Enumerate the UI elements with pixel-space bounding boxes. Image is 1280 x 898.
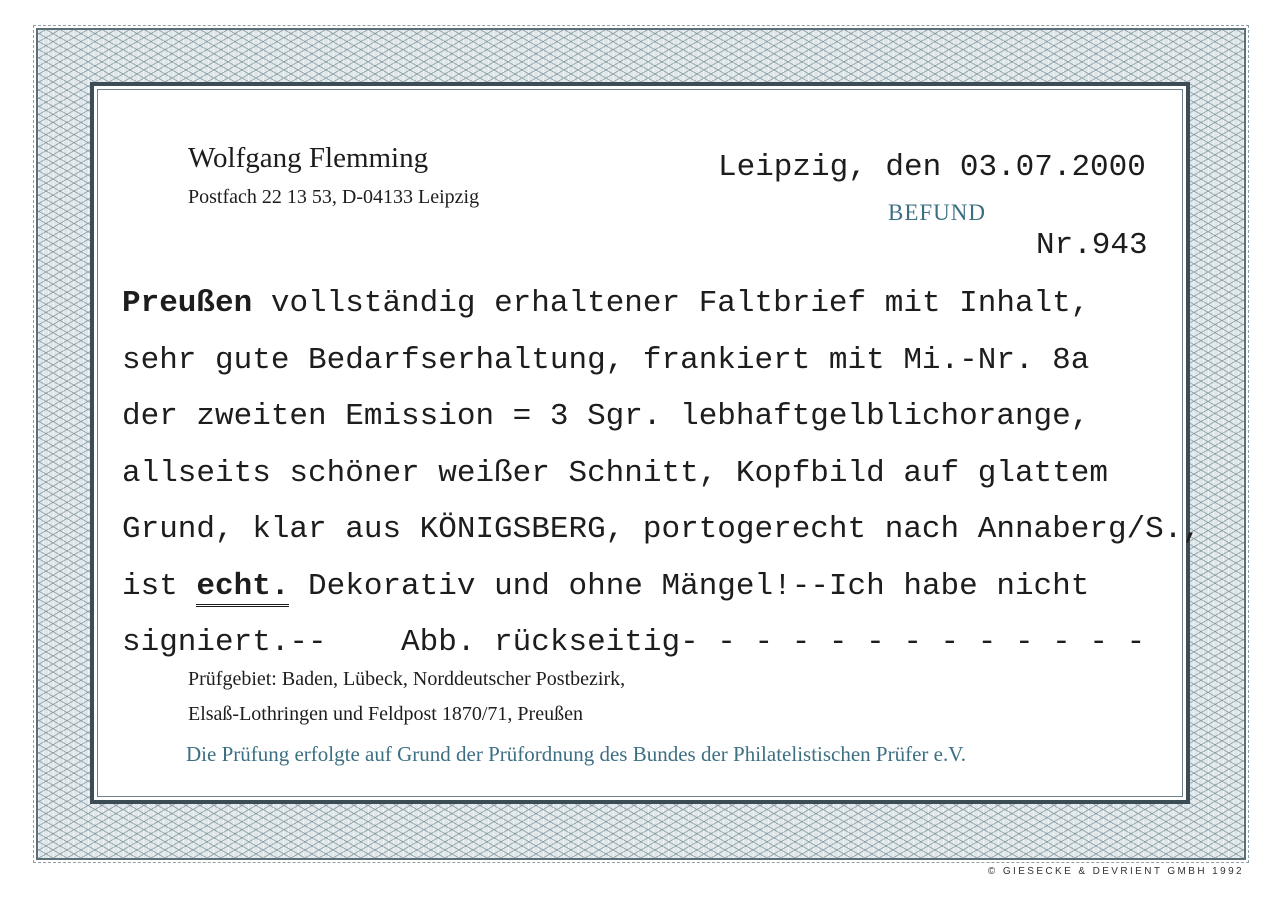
body-line-5: Grund, klar aus KÖNIGSBERG, portogerecht nach Annaberg/S.,	[122, 512, 1201, 547]
body-line-3: der zweiten Emission = 3 Sgr. lebhaftgelblichorange,	[122, 399, 1090, 434]
examiner-address: Postfach 22 13 53, D-04133 Leipzig	[188, 186, 480, 208]
body-line-4: allseits schöner weißer Schnitt, Kopfbild auf glattem	[122, 455, 1108, 491]
body-line-6-pre: ist	[122, 568, 197, 604]
body-line-6	[122, 565, 1162, 622]
document-type: BEFUND	[888, 200, 987, 225]
examination-footer: Die Prüfung erfolgte auf Grund der Prüfordnung des Bundes der Philatelistischen Prüfer e.V.	[186, 742, 966, 766]
body-line-1	[122, 282, 1162, 339]
body-line-6-post: Dekorativ und ohne Mängel!--Ich habe nicht	[289, 568, 1090, 604]
place-date: Leipzig, den 03.07.2000	[718, 150, 1146, 185]
verdict: echt.	[196, 569, 289, 607]
scope-line-2: Elsaß-Lothringen und Feldpost 1870/71, Preußen	[188, 703, 583, 725]
body-line-2: sehr gute Bedarfserhaltung, frankiert mit Mi.-Nr. 8a	[122, 342, 1090, 378]
scope-line-1: Prüfgebiet: Baden, Lübeck, Norddeutscher Postbezirk,	[188, 668, 626, 690]
printer-copyright: © GIESECKE & DEVRIENT GMBH 1992	[987, 866, 1244, 877]
subject-country: Preußen	[122, 286, 253, 321]
certificate-number: Nr.943	[1036, 228, 1148, 263]
certificate-body	[122, 282, 1201, 678]
body-line-1-text: vollständig erhaltener Faltbrief mit Inhalt,	[252, 286, 1090, 321]
body-line-7: signiert.-- Abb. rückseitig- - - - - - - - - - - - -	[122, 625, 1146, 660]
examiner-name: Wolfgang Flemming	[188, 142, 429, 174]
